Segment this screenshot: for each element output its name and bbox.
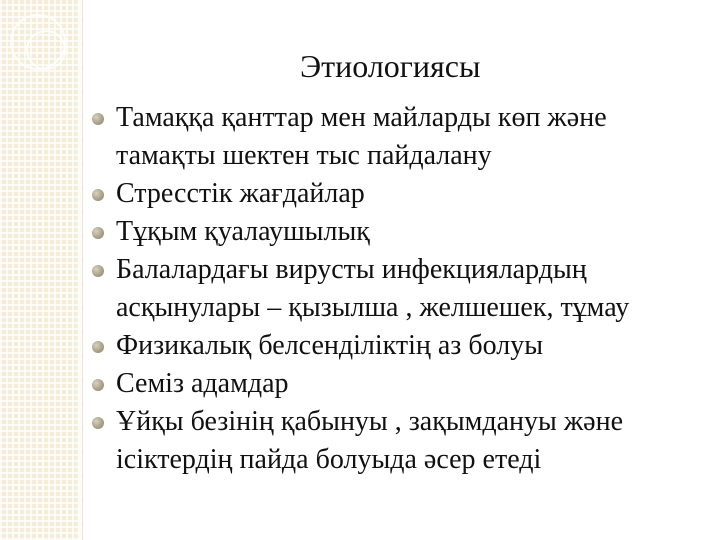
bullet-item [92,365,692,403]
bullet-text: Ұйқы безінің қабынуы , зақымдануы және ісіктердің пайда болуыда әсер етеді [116,406,624,475]
bullet-item [92,403,692,479]
bullet-text: Семіз адамдар [116,368,289,399]
bullet-point-icon [92,113,104,125]
bullet-point-icon [92,189,104,201]
bullet-text: Тамаққа қанттар мен майларды көп және тамақты шектен тыс пайдалану [116,102,607,171]
bullet-item [92,99,692,175]
divider [82,0,83,540]
decorative-side-pattern [0,0,82,540]
bullet-point-icon [92,227,104,239]
bullet-item [92,251,692,327]
bullet-item [92,327,692,365]
bullet-text: Балалардағы вирусты инфекциялардың асқынулары – қызылша , желшешек, тұмау [116,254,630,323]
bullet-text: Стресстік жағдайлар [116,178,365,209]
bullet-text: Физикалық белсенділіктің аз болуы [116,330,544,361]
bullet-point-icon [92,417,104,429]
bullet-item [92,213,692,251]
bullet-list [92,99,692,479]
bullet-item [92,175,692,213]
bullet-point-icon [92,379,104,391]
slide-title: Этиологиясы [300,48,481,84]
bullet-point-icon [92,265,104,277]
bullet-point-icon [92,341,104,353]
bullet-text: Тұқым қуалаушылық [116,216,370,247]
decorative-circle [26,30,66,70]
